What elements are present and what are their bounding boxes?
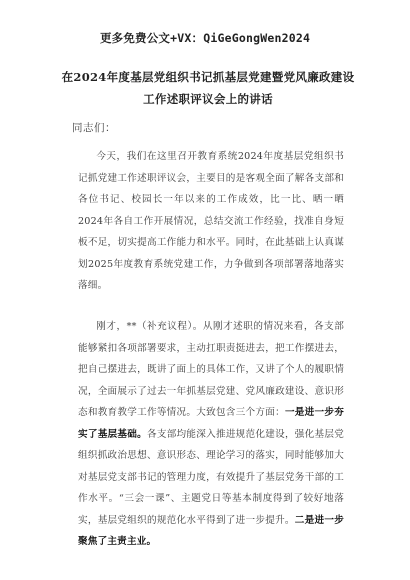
paragraph-opening-text: 今天，我们在这里召开教育系统2024年度基层党组织书记抓党建工作述职评议会，主要目的是客观全面了解各支部和各位书记、校园长一年以来的工作成效，比一比、晒一晒2024年各自工作开展情况，总结交流工作经验，找准自身短板不足，切实提高工作能力和水平。同时，在此基础上认真谋划2025年度教育系统党建工作，力争做到各项部署落地落实落细。 [78, 151, 344, 291]
point-two-heading: 二是进一步聚焦了主责主业。 [78, 514, 345, 547]
paragraph-review-middle: 各支部均能深入推进规范化建设，强化基层党组织抓政治思想、意识形态、理论学习的落实，同时能够加大对基层党支部书记的管理力度，有效提升了基层党务干部的工作水平。“三会一课”、主题党日等基本制度得到了较好地落实，基层党组织的规范化水平得到了进一步提升。 [78, 428, 345, 526]
paragraph-review-intro: 刚才，**（补充议程）。从刚才述职的情况来看，各支部能够紧扣各项部署要求，主动扛职责挺进去，把工作摆进去，把自己摆进去，既讲了面上的具体工作，又讲了个人的履职情况，全面展示了过去一年抓基层党建、党风廉政建设、意识形态和教育教学工作等情况。大致包含三个方面： [78, 321, 344, 418]
point-one-heading: 一是进一步夯实了基层基础。 [78, 407, 345, 440]
paragraph-review [78, 316, 344, 553]
salutation: 同志们： [72, 122, 116, 134]
paragraph-opening [78, 146, 344, 297]
document-title: 在2024年度基层党组织书记抓基层党建暨党风廉政建设工作述职评议会上的讲话 [61, 70, 355, 106]
header-note: 更多免费公文+VX：QiGeGongWen2024 [99, 31, 311, 45]
